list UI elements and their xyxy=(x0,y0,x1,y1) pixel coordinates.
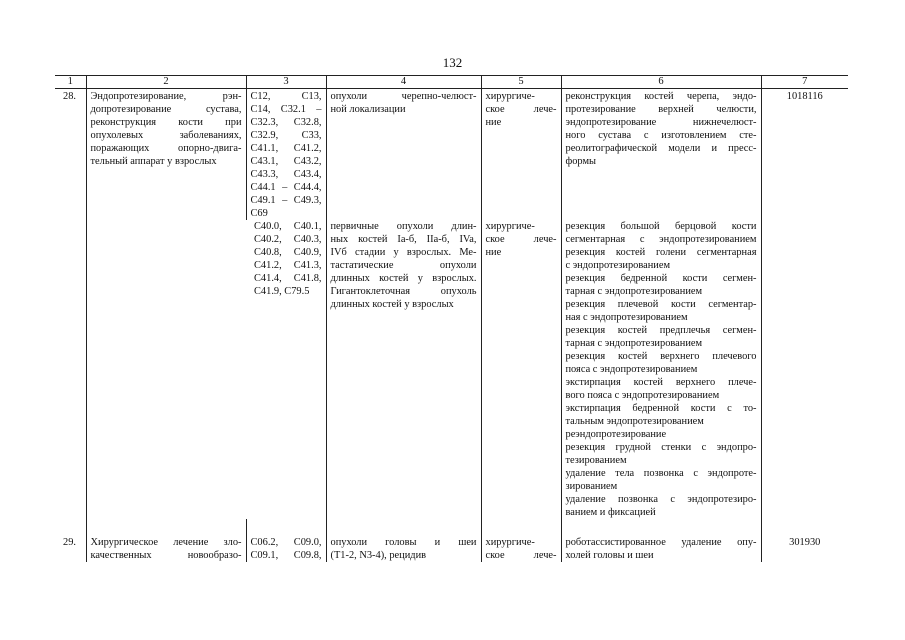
cell-line: C32.3, C32.8, xyxy=(250,117,322,128)
cell-line: ние xyxy=(485,247,502,258)
cell-line: протезирование верхней челюсти, xyxy=(565,104,757,115)
column-number-row xyxy=(55,76,848,89)
cell-line: ние xyxy=(485,117,502,128)
cell-line: сегментарная с эндопротезированием xyxy=(565,234,757,245)
cell-line: допротезирование сустава, xyxy=(90,104,242,115)
table-row xyxy=(55,535,848,562)
cell-line: холей головы и шеи xyxy=(565,550,654,561)
cell-line: C41.1, C41.2, xyxy=(250,143,322,154)
row-cost: 301930 xyxy=(761,535,848,562)
cell-line: ское лече- xyxy=(485,234,557,245)
column-header-1: 1 xyxy=(55,76,86,89)
cell-line: резекция костей верхнего плечевого xyxy=(565,351,757,362)
cell-line: хирургиче- xyxy=(485,91,535,102)
row-codes xyxy=(246,220,326,519)
cell-line: экстирпация костей верхнего плече- xyxy=(565,377,757,388)
spacer-cell xyxy=(246,519,326,535)
cell-line: удаление тела позвонка с эндопроте- xyxy=(565,468,757,479)
cell-line: ское лече- xyxy=(485,104,557,115)
cell-line: с эндопротезированием xyxy=(565,260,671,271)
row-codes xyxy=(246,535,326,562)
cell-line: резекция бедренной кости сегмен- xyxy=(565,273,757,284)
column-header-7: 7 xyxy=(761,76,848,89)
cell-line: формы xyxy=(565,156,597,167)
cell-line: опухолевых заболеваниях, xyxy=(90,130,242,141)
cell-line: ское лече- xyxy=(485,550,557,561)
row-treatment-type xyxy=(481,220,561,519)
cell-line: Хирургическое лечение зло- xyxy=(90,537,242,548)
row-method xyxy=(561,89,761,221)
column-header-3: 3 xyxy=(246,76,326,89)
cell-line: пояса с эндопротезированием xyxy=(565,364,698,375)
spacer-cell xyxy=(55,519,86,535)
cell-line: ванием и фиксацией xyxy=(565,507,656,518)
cell-line: C41.9, C79.5 xyxy=(254,286,310,297)
cell-line: C41.2, C41.3, xyxy=(254,260,322,271)
cell-line: (T1-2, N3-4), рецидив xyxy=(330,550,427,561)
cell-line: C14, C32.1 – xyxy=(250,104,322,115)
cell-line: тельный аппарат у взрослых xyxy=(90,156,217,167)
cell-line: качественных новообразо- xyxy=(90,550,242,561)
row-cost: 1018116 xyxy=(761,89,848,520)
cell-line: хирургиче- xyxy=(485,221,535,232)
tariff-table xyxy=(55,75,848,562)
cell-line: C44.1 – C44.4, xyxy=(250,182,322,193)
row-model xyxy=(326,220,481,519)
cell-line: C69 xyxy=(250,208,268,219)
cell-line: роботассистированное удаление опу- xyxy=(565,537,757,548)
spacer-cell xyxy=(86,519,246,535)
cell-line: удаление позвонка с эндопротезиро- xyxy=(565,494,757,505)
column-header-5: 5 xyxy=(481,76,561,89)
cell-line: C06.2, C09.0, xyxy=(250,537,322,548)
row-name xyxy=(86,535,246,562)
cell-line: хирургиче- xyxy=(485,537,535,548)
column-header-4: 4 xyxy=(326,76,481,89)
cell-line: C32.9, C33, xyxy=(250,130,322,141)
cell-line: C40.8, C40.9, xyxy=(254,247,322,258)
cell-line: C41.4, C41.8, xyxy=(254,273,322,284)
cell-line: зированием xyxy=(565,481,618,492)
cell-line: резекция плечевой кости сегментар- xyxy=(565,299,757,310)
cell-line: длинных костей у взрослых. xyxy=(330,273,477,284)
row-number: 28. xyxy=(63,91,76,102)
cell-line: C09.1, C09.8, xyxy=(250,550,322,561)
row-method xyxy=(561,535,761,562)
row-model xyxy=(326,535,481,562)
row-codes xyxy=(246,89,326,221)
cell-line: резекция костей голени сегментарная xyxy=(565,247,757,258)
cell-line: резекция большой берцовой кости xyxy=(565,221,757,232)
cell-line: тарная с эндопротезированием xyxy=(565,338,703,349)
row-treatment-type xyxy=(481,535,561,562)
table-row xyxy=(55,89,848,221)
cell-line: C40.2, C40.3, xyxy=(254,234,322,245)
row-treatment-type xyxy=(481,89,561,221)
cell-line: тезированием xyxy=(565,455,627,466)
cell-line: экстирпация бедренной кости с то- xyxy=(565,403,757,414)
row-model xyxy=(326,89,481,221)
cell-line: опухоли головы и шеи xyxy=(330,537,477,548)
cell-line: C40.0, C40.1, xyxy=(254,221,322,232)
cell-line: реэндопротезирование xyxy=(565,429,667,440)
cell-line: Эндопротезирование, рэн- xyxy=(90,91,242,102)
row-number: 29. xyxy=(63,537,76,548)
cell-line: резекция грудной стенки с эндопро- xyxy=(565,442,757,453)
cell-line: ного сустава с изготовлением сте- xyxy=(565,130,757,141)
row-spacer xyxy=(55,519,848,535)
cell-line: эндопротезирование нижнечелюст- xyxy=(565,117,757,128)
cell-line: Гигантоклеточная опухоль xyxy=(330,286,477,297)
cell-line: первичные опухоли длин- xyxy=(330,221,477,232)
row-name xyxy=(86,89,246,520)
spacer-cell xyxy=(481,519,561,535)
cell-line: реконструкция кости при xyxy=(90,117,242,128)
cell-line: реолитографической модели и пресс- xyxy=(565,143,757,154)
column-header-2: 2 xyxy=(86,76,246,89)
spacer-cell xyxy=(761,519,848,535)
cell-line: резекция костей предплечья сегмен- xyxy=(565,325,757,336)
cell-line: реконструкция костей черепа, эндо- xyxy=(565,91,757,102)
spacer-cell xyxy=(561,519,761,535)
cell-line: ная с эндопротезированием xyxy=(565,312,688,323)
cell-line: C49.1 – C49.3, xyxy=(250,195,322,206)
cell-line: ных костей Ia-б, IIa-б, IVa, xyxy=(330,234,477,245)
cell-line: тастатические опухоли xyxy=(330,260,477,271)
column-header-6: 6 xyxy=(561,76,761,89)
cell-line: C43.1, C43.2, xyxy=(250,156,322,167)
row-method xyxy=(561,220,761,519)
cell-line: длинных костей у взрослых xyxy=(330,299,454,310)
cell-line: тарная с эндопротезированием xyxy=(565,286,703,297)
spacer-cell xyxy=(326,519,481,535)
cell-line: C12, C13, xyxy=(250,91,322,102)
cell-line: IVб стадии у взрослых. Ме- xyxy=(330,247,477,258)
cell-line: вого пояса с эндопротезированием xyxy=(565,390,720,401)
cell-line: ной локализации xyxy=(330,104,406,115)
cell-line: тальным эндопротезированием xyxy=(565,416,704,427)
cell-line: C43.3, C43.4, xyxy=(250,169,322,180)
page-number: 132 xyxy=(442,55,463,70)
cell-line: поражающих опорно-двига- xyxy=(90,143,242,154)
cell-line: опухоли черепно-челюст- xyxy=(330,91,477,102)
